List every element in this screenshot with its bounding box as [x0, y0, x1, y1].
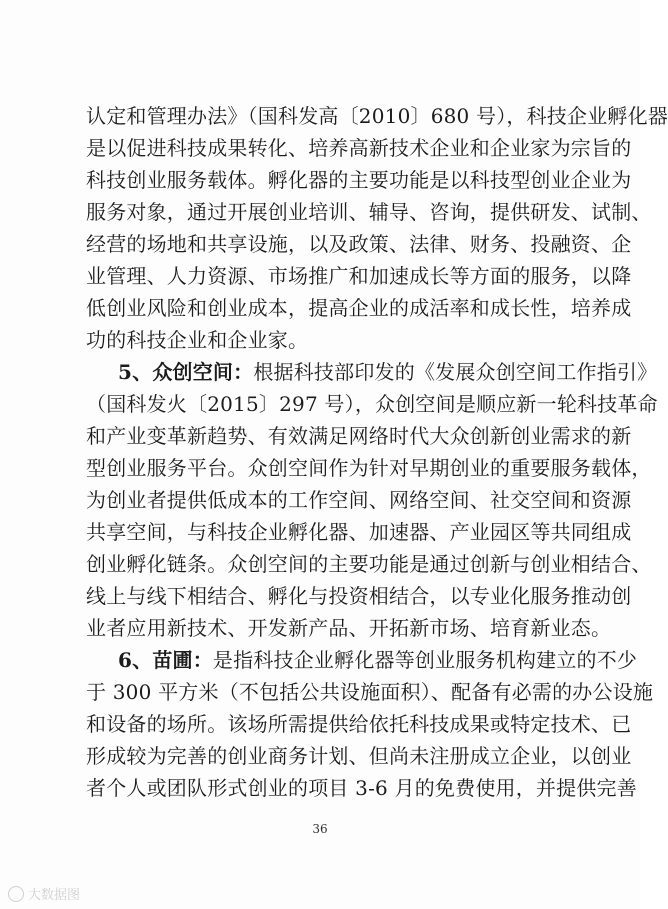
- paragraph-1-line-7: 低创业风险和创业成本，提高企业的成活率和成长性，培养成: [86, 296, 632, 320]
- paragraph-1-line-3: 科技创业服务载体。孵化器的主要功能是以科技型创业企业为: [86, 168, 632, 192]
- watermark-text: 大数据图: [28, 888, 81, 903]
- section-5-first-line-text: 根据科技部印发的《发展众创空间工作指引》: [253, 360, 658, 384]
- paragraph-1-line-5: 经营的场地和共享设施，以及政策、法律、财务、投融资、企: [86, 232, 632, 256]
- paragraph-1-line-6: 业管理、人力资源、市场推广和加速成长等方面的服务，以降: [86, 264, 632, 288]
- section-6-line-4: 形成较为完善的创业商务计划、但尚未注册成立企业，以创业: [86, 744, 632, 768]
- section-6-line-5: 者个人或团队形式创业的项目 3-6 月的免费使用，并提供完善: [86, 776, 637, 800]
- section-5-line-9: 业者应用新技术、开发新产品、开拓新市场、培育新业态。: [86, 616, 612, 640]
- paragraph-1-line-2: 是以促进科技成果转化、培养高新技术企业和企业家为宗旨的: [86, 136, 632, 160]
- section-5-line-8: 线上与线下相结合、孵化与投资相结合，以专业化服务推动创: [86, 584, 632, 608]
- watermark: [8, 884, 80, 903]
- section-5-line-3: 和产业变革新趋势、有效满足网络时代大众创新创业需求的新: [86, 424, 632, 448]
- paragraph-1-line-4: 服务对象，通过开展创业培训、辅导、咨询，提供研发、试制、: [86, 200, 652, 224]
- section-6-heading: 6、苗圃：: [118, 648, 213, 672]
- section-5-line-2: （国科发火〔2015〕297 号），众创空间是顺应新一轮科技革命: [86, 392, 658, 416]
- paragraph-1-line-8: 功的科技企业和企业家。: [86, 328, 309, 352]
- section-6-line-3: 和设备的场所。该场所需提供给依托科技成果或特定技术、已: [86, 712, 632, 736]
- section-5-heading: 5、众创空间：: [118, 360, 254, 384]
- watermark-logo-icon: [8, 886, 24, 902]
- section-6-first-line: [118, 648, 638, 672]
- section-5-line-5: 为创业者提供低成本的工作空间、网络空间、社交空间和资源: [86, 488, 632, 512]
- section-6-first-line-text: 是指科技企业孵化器等创业服务机构建立的不少: [212, 648, 638, 672]
- page-number: 36: [312, 822, 328, 836]
- section-5-line-7: 创业孵化链条。众创空间的主要功能是通过创新与创业相结合、: [86, 552, 652, 576]
- section-5-first-line: [118, 360, 658, 384]
- section-5-line-4: 型创业服务平台。众创空间作为针对早期创业的重要服务载体，: [86, 456, 652, 480]
- section-6-line-2: 于 300 平方米（不包括公共设施面积）、配备有必需的办公设施: [86, 680, 654, 704]
- section-5-line-6: 共享空间，与科技企业孵化器、加速器、产业园区等共同组成: [86, 520, 632, 544]
- paragraph-1-line-1: 认定和管理办法》（国科发高〔2010〕680 号），科技企业孵化器: [86, 104, 668, 128]
